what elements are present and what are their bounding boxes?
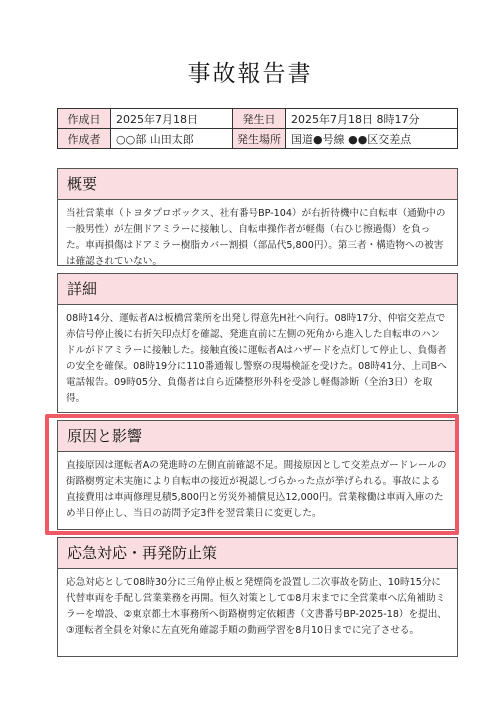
summary-heading: 概要	[58, 169, 457, 200]
location-value: 国道●号線 ●●区交差点	[286, 129, 458, 149]
location-label: 発生場所	[233, 129, 286, 149]
details-section	[57, 273, 458, 413]
summary-section	[57, 168, 458, 266]
cause-body: 直接原因は運転者Aの発進時の左側直前確認不足。間接原因として交差点ガードレールの街路樹剪定未実施により自転車の接近が視認しづらかった点が挙げられる。事故による直接費用は車両修理見積5,800円と労災外補償見込12,000円。営業稼働は車両入庫のため半日停止し、当日の訪問予定3件を翌営業日に変更した。	[66, 460, 447, 519]
info-table	[57, 108, 458, 149]
created-date-label: 作成日	[58, 109, 111, 129]
info-row	[58, 109, 458, 129]
cause-heading: 原因と影響	[58, 421, 457, 452]
summary-body: 当社営業車（トヨタプロボックス、社有番号BP-104）が右折待機中に自転車（通勤中の一般男性）が左側ドアミラーに接触し、自転車操作者が軽傷（右ひじ擦過傷）を負った。車両損傷はドアミラー樹脂カバー割損（部品代5,800円）。第三者・構造物への被害は確認されていない。	[66, 208, 446, 267]
details-body: 08時14分、運転者Aは板橋営業所を出発し得意先H社へ向行。08時17分、仲宿交差点で赤信号停止後に右折矢印点灯を確認、発進直前に左側の死角から進入した自転車のハンドルがドアミラーに接触した。接触直後に運転者Aはハザードを点灯して停止し、負傷者の安全を確保。08時19分に110番通報し警察の現場検証を受けた。08時41分、上司Bへ電話報告。09時05分、負傷者は自ら近隣整形外科を受診し軽傷診断（全治3日）を取得。	[66, 313, 447, 404]
author-label: 作成者	[58, 129, 111, 149]
response-body: 応急対応として08時30分に三角停止板と発煙筒を設置し二次事故を防止、10時15分に代替車両を手配し営業業務を再開。恒久対策として①8月末までに全営業車へ広角補助ミラーを増設、②東京都土木事務所へ街路樹剪定依頼書（文書番号BP-2025-18）を提出、③運転者全員を対象に左直死角確認手順の動画学習を8月10日までに完了させる。	[66, 577, 447, 636]
occurred-date-value: 2025年7月18日 8時17分	[286, 109, 458, 129]
occurred-date-label: 発生日	[233, 109, 286, 129]
author-value: ○○部 山田太郎	[111, 129, 233, 149]
response-section	[57, 537, 458, 657]
cause-section	[57, 420, 458, 530]
response-heading: 応急対応・再発防止策	[58, 538, 457, 569]
info-row	[58, 129, 458, 149]
created-date-value: 2025年7月18日	[111, 109, 233, 129]
page-title: 事故報告書	[187, 61, 313, 87]
details-heading: 詳細	[58, 274, 457, 305]
